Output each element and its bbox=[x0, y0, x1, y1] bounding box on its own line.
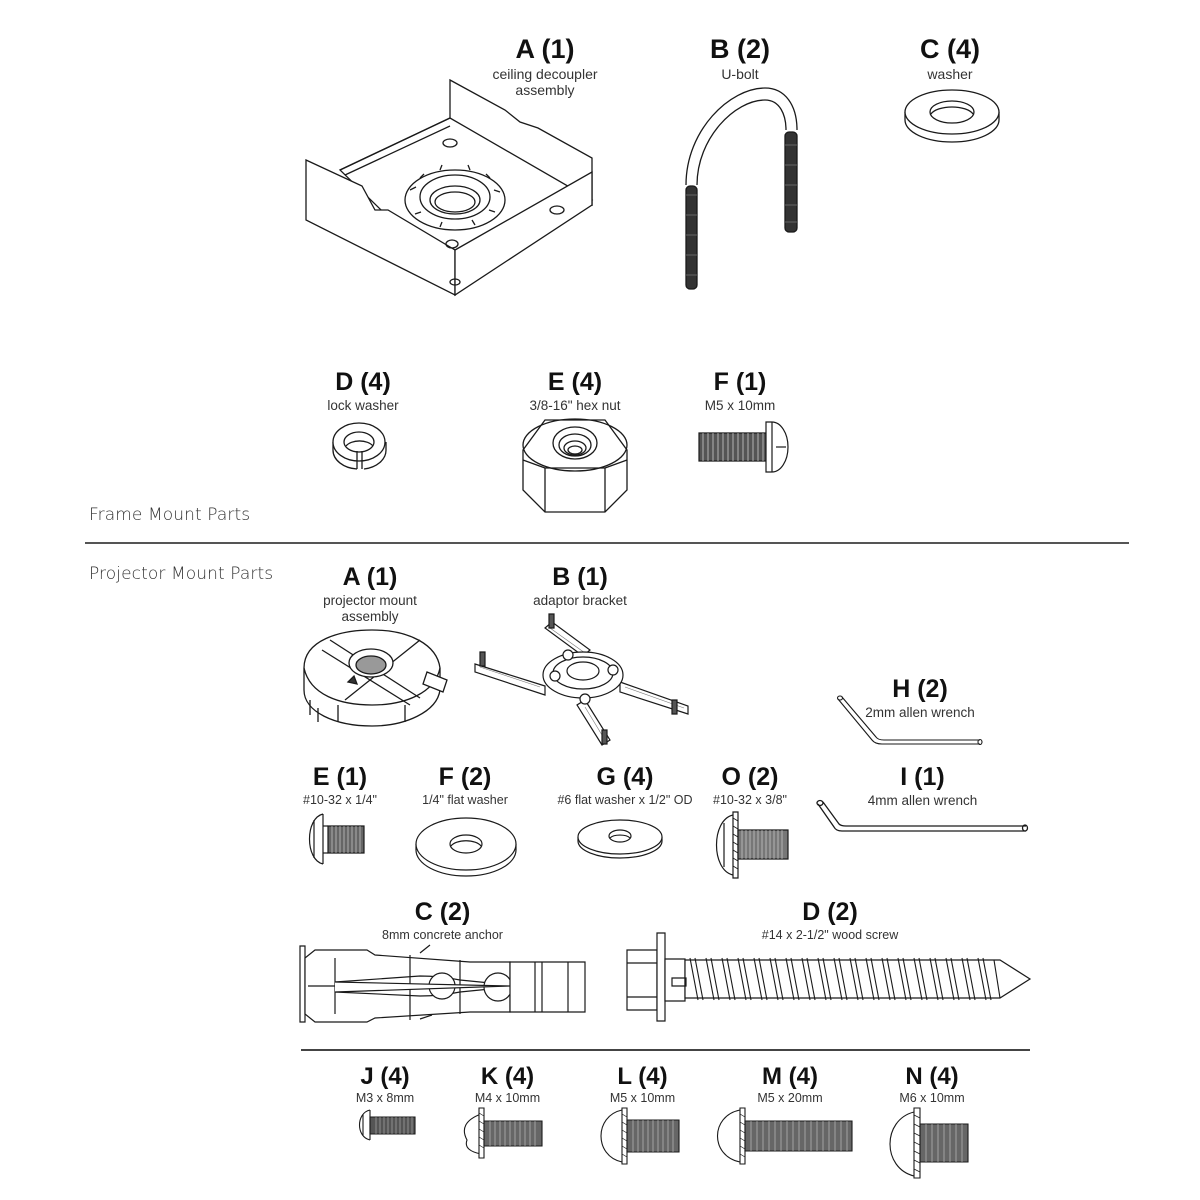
part-desc: projector mount bbox=[323, 593, 417, 608]
hex-nut-icon bbox=[520, 415, 630, 515]
part-desc: 2mm allen wrench bbox=[865, 705, 975, 720]
projector-part-l bbox=[595, 1065, 690, 1105]
part-code: D (4) bbox=[335, 368, 391, 396]
part-desc: lock washer bbox=[327, 398, 399, 413]
part-code: E (4) bbox=[547, 368, 603, 396]
part-desc: #6 flat washer x 1/2" OD bbox=[557, 793, 693, 807]
part-code: E (1) bbox=[312, 763, 368, 791]
projector-part-e bbox=[285, 765, 395, 807]
part-desc: #10-32 x 3/8" bbox=[713, 793, 787, 807]
part-desc: U-bolt bbox=[721, 66, 759, 82]
adaptor-bracket-icon bbox=[470, 612, 690, 752]
part-code: F (1) bbox=[713, 368, 767, 396]
part-desc: M4 x 10mm bbox=[474, 1091, 541, 1105]
part-code: I (1) bbox=[900, 763, 945, 791]
projector-part-o bbox=[695, 765, 805, 807]
part-code: A (1) bbox=[342, 563, 398, 591]
frame-part-e bbox=[510, 370, 640, 414]
part-code: F (2) bbox=[438, 763, 492, 791]
part-code: B (1) bbox=[552, 563, 608, 591]
part-desc: #10-32 x 1/4" bbox=[303, 793, 377, 807]
projector-part-m bbox=[740, 1065, 840, 1105]
projector-part-f bbox=[405, 765, 525, 807]
frame-part-b bbox=[690, 36, 790, 82]
part-code: D (2) bbox=[802, 898, 858, 926]
part-code: G (4) bbox=[596, 763, 654, 791]
part-desc: assembly bbox=[341, 608, 399, 624]
part-desc: M3 x 8mm bbox=[355, 1091, 415, 1105]
part-code: C (4) bbox=[920, 34, 980, 64]
section-label-frame-mount: Frame Mount Parts bbox=[89, 505, 251, 525]
section-divider bbox=[85, 542, 1129, 544]
projector-part-b bbox=[520, 565, 640, 609]
allen-wrench-icon bbox=[835, 695, 985, 750]
projector-part-a bbox=[300, 565, 440, 624]
part-desc: M5 x 20mm bbox=[757, 1091, 823, 1105]
lock-washer-icon bbox=[330, 420, 400, 475]
machine-screw-icon bbox=[462, 1105, 547, 1160]
part-desc: adaptor bracket bbox=[533, 593, 627, 608]
part-desc: 8mm concrete anchor bbox=[382, 928, 503, 942]
flanged-screw-icon bbox=[712, 810, 802, 880]
flat-washer-icon bbox=[412, 810, 522, 880]
machine-screw-icon bbox=[715, 1105, 860, 1165]
frame-part-d bbox=[313, 370, 413, 414]
machine-screw-icon bbox=[885, 1105, 975, 1180]
button-head-screw-icon bbox=[305, 812, 370, 867]
part-code: C (2) bbox=[414, 898, 471, 926]
ceiling-decoupler-icon bbox=[300, 80, 600, 300]
projector-part-c bbox=[360, 900, 525, 942]
concrete-anchor-icon bbox=[296, 942, 591, 1026]
subsection-divider bbox=[301, 1049, 1030, 1051]
part-code: A (1) bbox=[515, 34, 575, 64]
projector-part-j bbox=[340, 1065, 430, 1105]
part-desc: 3/8-16" hex nut bbox=[529, 398, 621, 413]
projector-part-n bbox=[882, 1065, 982, 1105]
frame-part-f bbox=[690, 370, 790, 414]
part-desc: M5 x 10mm bbox=[704, 398, 776, 413]
pan-head-screw-icon bbox=[695, 418, 785, 478]
part-code: H (2) bbox=[892, 675, 948, 703]
part-desc: ceiling decoupler bbox=[492, 66, 598, 82]
part-code: B (2) bbox=[710, 34, 770, 64]
part-code: K (4) bbox=[480, 1063, 535, 1090]
part-desc: M5 x 10mm bbox=[609, 1091, 676, 1105]
flat-washer-icon bbox=[575, 818, 665, 863]
part-desc: #14 x 2-1/2" wood screw bbox=[761, 928, 899, 942]
machine-screw-icon bbox=[598, 1105, 683, 1165]
part-code: M (4) bbox=[762, 1063, 818, 1090]
part-desc: 4mm allen wrench bbox=[867, 793, 978, 808]
part-code: O (2) bbox=[721, 763, 779, 791]
u-bolt-icon bbox=[680, 85, 800, 295]
projector-mount-assembly-icon bbox=[298, 628, 453, 728]
frame-part-c bbox=[900, 36, 1000, 82]
section-label-projector-mount: Projector Mount Parts bbox=[89, 564, 274, 584]
part-code: J (4) bbox=[360, 1063, 410, 1090]
allen-wrench-icon bbox=[815, 798, 1030, 836]
part-desc: M6 x 10mm bbox=[899, 1091, 965, 1105]
projector-part-k bbox=[460, 1065, 555, 1105]
washer-icon bbox=[900, 83, 1000, 143]
part-desc: assembly bbox=[515, 82, 575, 99]
projector-part-g bbox=[550, 765, 700, 807]
wood-screw-icon bbox=[622, 930, 1037, 1025]
part-desc: washer bbox=[927, 66, 973, 82]
machine-screw-icon bbox=[355, 1108, 420, 1143]
part-code: L (4) bbox=[617, 1063, 668, 1090]
part-desc: 1/4" flat washer bbox=[422, 793, 508, 807]
part-code: N (4) bbox=[905, 1063, 959, 1090]
